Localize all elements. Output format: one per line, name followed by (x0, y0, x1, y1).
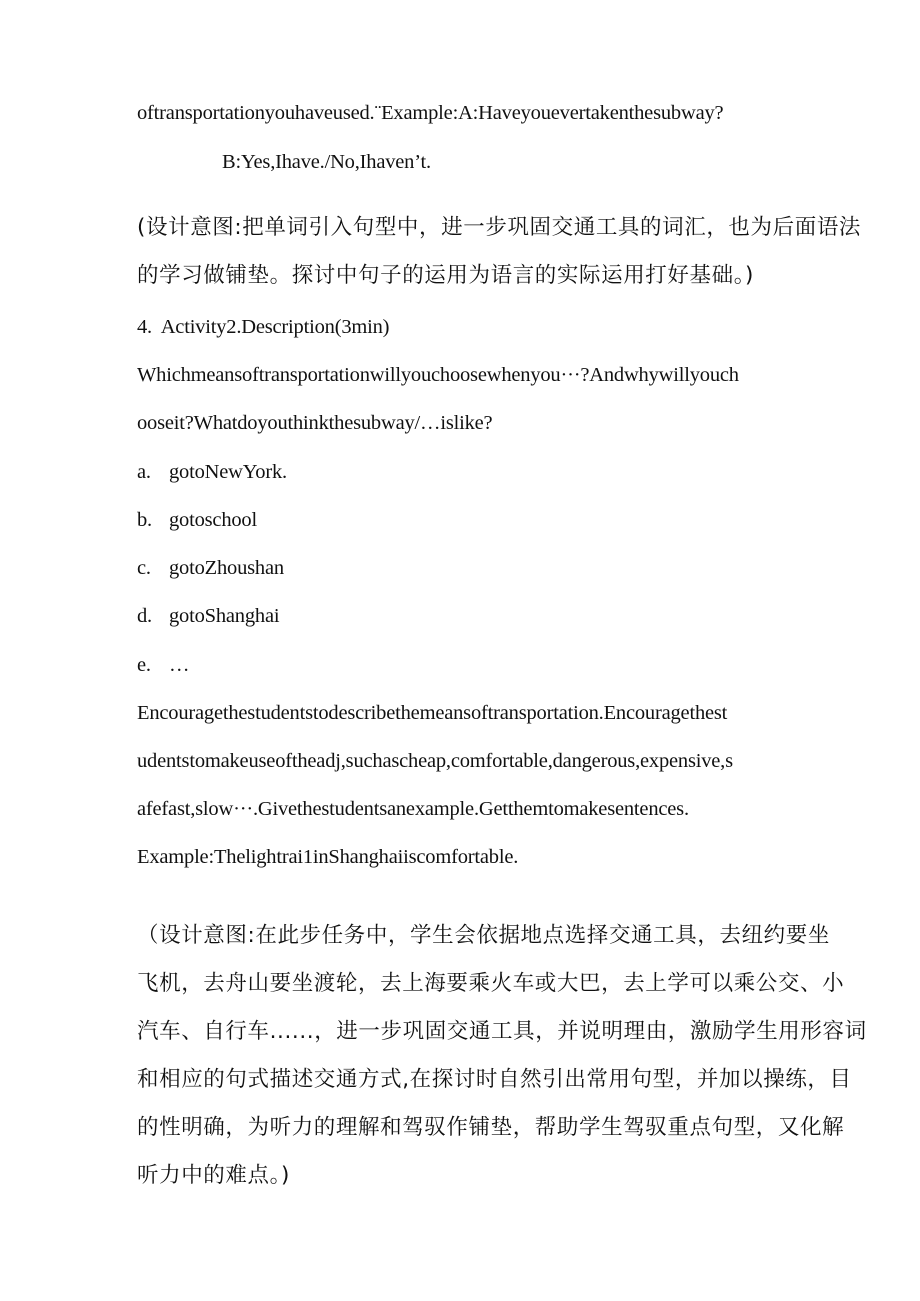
list-item (137, 506, 257, 534)
list-text: gotoschool (169, 509, 257, 531)
design-intent-2-line6: 听力中的难点。) (137, 1163, 290, 1188)
design-intent-1-line1: (设计意图:把单词引入句型中，进一步巩固交通工具的词汇，也为后面语法 (137, 215, 862, 240)
list-text: … (169, 654, 190, 676)
design-intent-2-line4: 和相应的句式描述交通方式,在探讨时自然引出常用句型，并加以操练，目 (137, 1067, 852, 1092)
list-marker: a. (137, 461, 151, 483)
list-marker: d. (137, 605, 152, 627)
design-intent-2-line3: 汽车、自行车......，进一步巩固交通工具，并说明理由，激励学生用形容词 (137, 1019, 867, 1044)
list-marker: b. (137, 509, 152, 531)
list-item (137, 458, 287, 486)
list-text: gotoShanghai (169, 605, 280, 627)
example-line: oftransportationyouhaveused.¨Example:A:Haveyouevertakenthesubway? (137, 102, 724, 124)
list-text: gotoZhoushan (169, 557, 284, 579)
list-marker: e. (137, 654, 151, 676)
activity-heading: 4. Activity2.Description(3min) (137, 316, 390, 338)
instruction-example: Example:Thelightrai1inShanghaiiscomfortable. (137, 846, 519, 868)
example-answer: B:Yes,Ihave./No,Ihaven’t. (222, 151, 431, 173)
design-intent-1-line2: 的学习做铺垫。探讨中句子的运用为语言的实际运用打好基础。) (137, 263, 755, 288)
list-item (137, 602, 279, 630)
list-marker: c. (137, 557, 151, 579)
activity-question-line2: ooseit?Whatdoyouthinkthesubway/…islike? (137, 412, 493, 434)
instruction-line2: udentstomakeuseoftheadj,suchascheap,comfortable,dangerous,expensive,s (137, 750, 733, 772)
activity-question-line1: Whichmeansoftransportationwillyouchoosewhenyou···?Andwhywillyouch (137, 364, 739, 386)
instruction-line1: Encouragethestudentstodescribethemeansoftransportation.Encouragethest (137, 702, 728, 724)
design-intent-2-line5: 的性明确，为听力的理解和驾驭作铺垫，帮助学生驾驭重点句型，又化解 (137, 1115, 845, 1140)
list-item (137, 651, 189, 679)
list-text: gotoNewYork. (169, 461, 287, 483)
design-intent-2-line2: 飞机，去舟山要坐渡轮，去上海要乘火车或大巴，去上学可以乘公交、小 (137, 971, 845, 996)
list-item (137, 554, 284, 582)
instruction-line3: afefast,slow···.Givethestudentsanexample.Getthemtomakesentences. (137, 798, 689, 820)
design-intent-2-line1: （设计意图:在此步任务中，学生会依据地点选择交通工具，去纽约要坐 (137, 923, 830, 948)
